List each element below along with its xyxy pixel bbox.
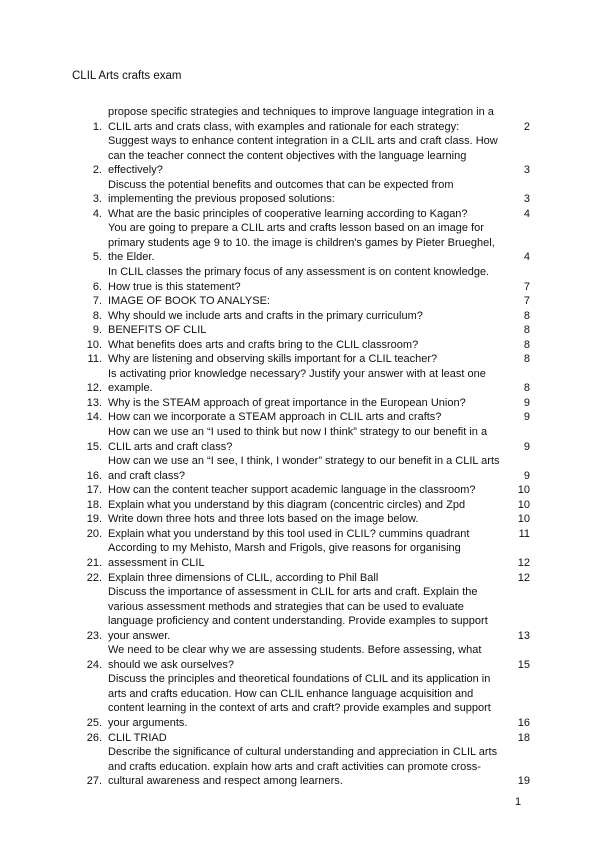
toc-item[interactable]	[72, 207, 530, 222]
toc-item-text: Explain what you understand by this tool used in CLIL? cummins quadrant	[108, 527, 470, 540]
toc-item[interactable]	[72, 585, 530, 643]
toc-item-number: 16.	[86, 469, 102, 482]
toc-item-text: Suggest ways to enhance content integration in a CLIL arts and craft class. How can the teacher connect the content objectives with the language learning effectively?	[108, 135, 498, 177]
toc-item[interactable]	[72, 367, 530, 396]
toc-item-page: 19	[517, 775, 530, 788]
toc-item[interactable]	[72, 745, 530, 789]
toc-item-text: Discuss the importance of assessment in CLIL for arts and craft. Explain the various assessment methods and strategies that can be used to evaluate language proficiency and content understanding. Provide examples to support your answer.	[108, 586, 488, 642]
toc-item[interactable]	[72, 643, 530, 672]
toc-item-number: 15.	[86, 440, 102, 453]
toc-item-number: 5.	[92, 251, 102, 264]
toc-item-page: 10	[517, 484, 530, 497]
toc-item-number: 6.	[92, 280, 102, 293]
toc-item-page: 11	[518, 527, 530, 540]
toc-item-text: How can we incorporate a STEAM approach in CLIL arts and crafts?	[108, 411, 442, 424]
toc-item-page: 9	[523, 469, 530, 482]
toc-item-page: 9	[523, 411, 530, 424]
toc-item-text: Why should we include arts and crafts in the primary curriculum?	[108, 309, 423, 322]
toc-item[interactable]	[72, 221, 530, 265]
toc-item-text: How can we use an “I used to think but now I think” strategy to our benefit in a CLIL arts and craft class?	[108, 426, 488, 453]
toc-item[interactable]	[72, 541, 530, 570]
toc-item-number: 25.	[86, 716, 102, 729]
toc-item-number: 9.	[92, 324, 102, 337]
page-number: 1	[515, 796, 522, 808]
toc-item[interactable]	[72, 396, 530, 411]
toc-item-page: 8	[523, 382, 530, 395]
table-of-contents	[72, 105, 530, 789]
toc-item-text: Why is the STEAM approach of great importance in the European Union?	[108, 396, 466, 409]
toc-item-number: 11.	[87, 353, 102, 366]
toc-item[interactable]	[72, 483, 530, 498]
toc-item[interactable]	[72, 352, 530, 367]
toc-item[interactable]	[72, 512, 530, 527]
toc-item-text: propose specific strategies and techniques to improve language integration in a CLIL arts and crats class, with examples and rationale for each strategy:	[108, 106, 494, 133]
toc-item-text: Discuss the potential benefits and outcomes that can be expected from implementing the previous proposed solutions:	[108, 178, 454, 206]
toc-item-text: Explain three dimensions of CLIL, according to Phil Ball	[108, 571, 379, 584]
toc-item-number: 21.	[86, 556, 102, 569]
toc-item-page: 15	[517, 658, 530, 671]
toc-item-text: Why are listening and observing skills important for a CLIL teacher?	[108, 353, 438, 366]
toc-item[interactable]	[72, 527, 530, 542]
toc-item[interactable]	[72, 425, 530, 454]
toc-item-number: 10.	[86, 338, 102, 351]
toc-item-number: 17.	[86, 484, 102, 497]
toc-item-page: 13	[517, 629, 530, 642]
toc-item-number: 4.	[92, 207, 102, 220]
toc-item-text: What benefits does arts and crafts bring to the CLIL classroom?	[108, 338, 419, 351]
toc-item-page: 8	[523, 324, 530, 337]
toc-item-number: 14.	[86, 411, 102, 424]
toc-item-text: Explain what you understand by this diagram (concentric circles) and Zpd	[108, 498, 466, 511]
toc-item[interactable]	[72, 731, 530, 746]
toc-item-page: 10	[517, 498, 530, 511]
toc-item-page: 8	[523, 338, 530, 351]
toc-item-text: IMAGE OF BOOK TO ANALYSE:	[108, 295, 270, 308]
toc-item-text: Write down three hots and three lots based on the image below.	[108, 513, 419, 526]
toc-item-page: 7	[523, 280, 530, 293]
toc-item-number: 23.	[86, 629, 102, 642]
toc-item-number: 18.	[86, 498, 102, 511]
toc-item-page: 8	[523, 353, 530, 366]
toc-item-number: 1.	[92, 120, 102, 133]
toc-item[interactable]	[72, 309, 530, 324]
toc-item-page: 3	[523, 164, 530, 177]
toc-item-page: 4	[523, 207, 530, 220]
toc-item-number: 2.	[92, 164, 102, 177]
document-title: CLIL Arts crafts exam	[72, 70, 182, 82]
toc-item-number: 20.	[86, 527, 102, 540]
toc-item-number: 19.	[86, 513, 102, 526]
toc-item-text: CLIL TRIAD	[108, 731, 167, 744]
toc-item-text: Discuss the principles and theoretical foundations of CLIL and its application in arts and crafts education. How can CLIL enhance language acquisition and content learning in the context of arts and craft? provide examples and support your arguments.	[108, 673, 491, 729]
toc-item[interactable]	[72, 338, 530, 353]
toc-item-page: 10	[517, 513, 530, 526]
toc-item[interactable]	[72, 294, 530, 309]
toc-item-number: 24.	[86, 658, 102, 671]
toc-item-text: How can the content teacher support academic language in the classroom?	[108, 484, 476, 497]
toc-item-page: 12	[517, 556, 530, 569]
toc-item-text: In CLIL classes the primary focus of any assessment is on content knowledge. How true is this statement?	[108, 266, 490, 293]
toc-item[interactable]	[72, 672, 530, 730]
toc-item-text: We need to be clear why we are assessing students. Before assessing, what should we ask ourselves?	[108, 644, 482, 671]
toc-item-number: 7.	[92, 295, 102, 308]
toc-item-number: 13.	[86, 396, 102, 409]
toc-item-text: Describe the significance of cultural understanding and appreciation in CLIL arts and crafts education. explain how arts and craft activities can promote cross-cultural awareness and respect among learners.	[108, 746, 498, 788]
toc-item-text: Is activating prior knowledge necessary? Justify your answer with at least one example.	[108, 367, 486, 395]
toc-item-page: 4	[523, 251, 530, 264]
toc-item-page: 18	[517, 731, 530, 744]
toc-item-number: 22.	[86, 571, 102, 584]
toc-item-page: 2	[523, 120, 530, 133]
toc-item-number: 3.	[92, 193, 102, 206]
toc-item[interactable]	[72, 410, 530, 425]
toc-item[interactable]	[72, 571, 530, 586]
toc-item-text: According to my Mehisto, Marsh and Frigols, give reasons for organising assessment in CLIL	[108, 542, 461, 569]
toc-item-number: 26.	[86, 731, 102, 744]
toc-item-page: 8	[523, 309, 530, 322]
toc-item-page: 3	[523, 193, 530, 206]
toc-item[interactable]	[72, 178, 530, 207]
toc-item-text: What are the basic principles of cooperative learning according to Kagan?	[108, 207, 468, 220]
toc-item[interactable]	[72, 134, 530, 178]
toc-item-number: 8.	[92, 309, 102, 322]
toc-item[interactable]	[72, 323, 530, 338]
toc-item-number: 27.	[86, 775, 102, 788]
toc-item-text: You are going to prepare a CLIL arts and crafts lesson based on an image for primary students age 9 to 10. the image is children's games by Pieter Brueghel, the Elder.	[108, 222, 495, 264]
toc-item[interactable]	[72, 498, 530, 513]
toc-item-text: How can we use an “I see, I think, I wonder” strategy to our benefit in a CLIL arts and craft class?	[108, 455, 500, 482]
toc-item-page: 9	[523, 440, 530, 453]
toc-item-page: 16	[517, 716, 530, 729]
toc-item[interactable]	[72, 105, 530, 134]
toc-item-number: 12.	[86, 382, 102, 395]
toc-item-page: 12	[517, 571, 530, 584]
toc-item[interactable]	[72, 265, 530, 294]
toc-item-text: BENEFITS OF CLIL	[108, 324, 207, 337]
toc-item-page: 9	[523, 396, 530, 409]
toc-item[interactable]	[72, 454, 530, 483]
toc-item-page: 7	[523, 295, 530, 308]
